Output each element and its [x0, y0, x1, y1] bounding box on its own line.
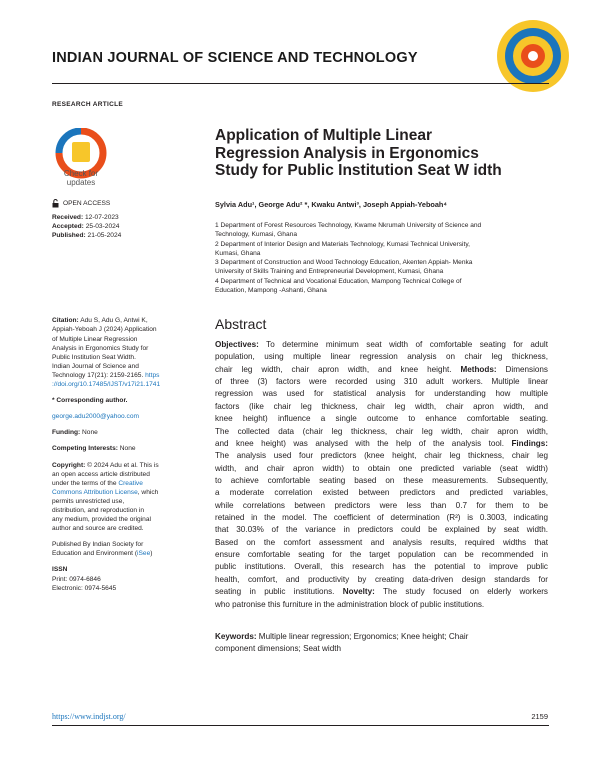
abstract-text: retained in the model. The coefficient of determination (R²) is 0.3003, indicating: [215, 513, 548, 523]
abstract-section-label: Findings:: [511, 438, 548, 448]
abstract-line: [215, 512, 548, 524]
abstract-text: while correlations between predictors were less than 0.7 for them to be: [215, 500, 548, 510]
abstract-line: [215, 599, 548, 611]
check-for-updates-badge[interactable]: [54, 128, 108, 188]
abstract-text: width, and chair apron width) to obtain one predicted variable (seat width): [215, 463, 548, 473]
affiliation-number: 4: [215, 278, 219, 285]
abstract-heading: Abstract: [215, 316, 267, 332]
citation-line: Appiah-Yeboah J (2024) Application: [52, 326, 157, 334]
cc-license-link[interactable]: Commons Attribution License: [52, 488, 138, 496]
affiliation-number: 3: [215, 259, 219, 266]
affiliation-text: Department of Forest Resources Technology, Kwame Nkrumah University of Science and: [220, 222, 482, 229]
published-label: Published:: [52, 232, 86, 240]
citation-line: of Multiple Linear Regression: [52, 335, 138, 343]
article-info-sidebar: [52, 199, 164, 593]
copyright-line: distribution, and reproduction in: [52, 506, 145, 514]
abstract-line: [215, 549, 548, 561]
abstract-text: The study focused on elderly workers: [374, 587, 548, 597]
affiliation-3: [215, 258, 545, 276]
abstract-text: who patronise this furniture in the administration block of public institutions.: [215, 599, 485, 609]
abstract-text: and knee height) was analysed with the help of the analysis tool.: [215, 438, 512, 448]
abstract-text: To determine minimum seat width of comfortable seating for adult: [258, 340, 548, 349]
open-access-label: OPEN ACCESS: [63, 200, 111, 207]
abstract-section-label: Novelty:: [342, 587, 375, 597]
keywords-text: component dimensions; Seat width: [215, 644, 342, 654]
issn-label: ISSN: [52, 566, 68, 574]
abstract-line: [215, 339, 548, 351]
page-number: 2159: [531, 712, 548, 721]
copyright-line: , which: [137, 488, 159, 496]
abstract-text: The collected data (chair leg thickness, chair leg width, chair apron width,: [215, 426, 548, 436]
copyright-line: under the terms of the: [52, 479, 119, 487]
badge-text-1: Check for: [63, 169, 99, 178]
funding-value: None: [80, 429, 98, 437]
copyright-line: permits unrestricted use,: [52, 497, 125, 505]
received-date: 12-07-2023: [85, 214, 119, 222]
abstract-text: knee height) influence a single outcome to enhance comfortable seating.: [215, 414, 548, 424]
author-email-link[interactable]: george.adu2000@yahoo.com: [52, 413, 139, 421]
title-line: Application of Multiple Linear: [215, 127, 432, 144]
abstract-line: [215, 388, 548, 400]
abstract-text: to achieve comfortable seating based on these measurements. Subsequently,: [215, 475, 548, 485]
badge-text-2: updates: [66, 178, 96, 187]
abstract-text: chair leg width, chair apron width, and knee height.: [215, 364, 461, 374]
abstract-section-label: Methods:: [460, 364, 497, 374]
affiliation-1: [215, 221, 545, 239]
copyright-line: any medium, provided the original: [52, 516, 151, 524]
affiliation-text: University of Skills Training and Entrepreneurial Development, Kumasi, Ghana: [215, 268, 444, 276]
affiliation-text: Department of Technical and Vocational Education, Mampong Technical College of: [220, 278, 462, 285]
keywords: [215, 631, 548, 656]
citation-line: Indian Journal of Science and: [52, 362, 139, 370]
affiliation-text: Kumasi, Ghana: [215, 250, 261, 258]
abstract-text: ensure comfortable seating for the target population can be recommended in: [215, 550, 548, 560]
abstract-text: The analysis used four predictors (knee height, chair leg thickness, chair leg: [215, 451, 548, 461]
competing-label: Competing Interests:: [52, 445, 118, 453]
keywords-text: Multiple linear regression; Ergonomics; Knee height; Chair: [256, 632, 469, 641]
abstract-line: [215, 450, 548, 462]
article-type: RESEARCH ARTICLE: [52, 101, 124, 108]
publisher-line: Education and Environment (: [52, 550, 138, 558]
abstract-line: [215, 376, 548, 388]
cc-license-link[interactable]: Creative: [118, 479, 143, 487]
abstract-text: that 30.03% of the variance in predictors could be explained by seat width.: [215, 525, 548, 535]
abstract-text: public institutions. Overall, this research has the potential to improve public: [215, 562, 548, 572]
abstract-line: [215, 438, 548, 450]
citation-line: Public Institution Seat Width.: [52, 353, 136, 361]
journal-title: INDIAN JOURNAL OF SCIENCE AND TECHNOLOGY: [52, 50, 418, 66]
abstract-line: [215, 401, 548, 413]
citation-text: Adu S, Adu G, Antwi K,: [78, 317, 148, 325]
issn-electronic: Electronic: 0974-5645: [52, 584, 117, 592]
corresponding-label: Corresponding author.: [54, 397, 128, 405]
footer-divider: [52, 725, 549, 726]
accepted-date: 25-03-2024: [85, 223, 120, 231]
abstract-text: Dimensions: [496, 364, 548, 374]
copyright-text: © 2024 Adu et al. This is: [85, 461, 159, 469]
affiliation-text: Education, Mampong -Ashanti, Ghana: [215, 287, 327, 295]
doi-link[interactable]: ://doi.org/10.17485/IJST/v17i21.1741: [52, 381, 161, 389]
citation-line: Analysis in Ergonomics Study for: [52, 344, 149, 352]
affiliation-number: 2: [215, 241, 219, 248]
journal-url-link[interactable]: https://www.indjst.org/: [52, 712, 126, 721]
abstract-body: [215, 339, 548, 611]
affiliation-2: [215, 240, 545, 258]
abstract-text: Based on the comfort assessment and analysis results, required widths that: [215, 537, 548, 547]
check-for-updates-icon: [54, 128, 108, 188]
title-line: Regression Analysis in Ergonomics: [215, 144, 479, 162]
received-label: Received:: [52, 214, 84, 222]
abstract-line: [215, 475, 548, 487]
copyright-line: author and source are credited.: [52, 525, 144, 533]
abstract-line: [215, 364, 548, 376]
citation-label: Citation:: [52, 317, 79, 325]
copyright-label: Copyright:: [52, 461, 86, 469]
abstract-line: [215, 463, 548, 475]
open-lock-icon: [52, 199, 59, 208]
isee-link[interactable]: iSee: [137, 550, 151, 558]
abstract-line: [215, 574, 548, 586]
abstract-line: [215, 426, 548, 438]
title-line: Study for Public Institution Seat W idth: [215, 162, 502, 179]
affiliation-text: Department of Construction and Wood Technology Education, Akenten Appiah- Menka: [220, 259, 473, 266]
open-access: [52, 199, 164, 208]
keywords-label: Keywords:: [215, 632, 257, 641]
publisher-line: Published By Indian Society for: [52, 541, 144, 549]
abstract-line: [215, 500, 548, 512]
citation-text: Technology 17(21): 2159-2165.: [52, 371, 144, 379]
article-title: [215, 127, 555, 180]
abstract-text: a moderate correlation existed between predictors and predicted variables,: [215, 488, 548, 498]
affiliation-4: [215, 277, 545, 295]
abstract-line: [215, 351, 548, 363]
funding-label: Funding:: [52, 429, 81, 437]
copyright-line: an open access article distributed: [52, 470, 150, 478]
issn-print: Print: 0974-6846: [52, 575, 101, 583]
abstract-text: population, using multiple linear regression analysis on chair leg thickness,: [215, 352, 548, 362]
abstract-text: seating in public institutions.: [215, 587, 343, 597]
abstract-text: of three (3) factors were recorded using 310 adult workers. Multiple linear: [215, 377, 548, 387]
header-divider: [52, 83, 549, 84]
author-list: Sylvia Adu¹, George Adu² *, Kwaku Antwi³, Joseph Appiah-Yeboah⁴: [215, 200, 447, 209]
affiliation-text: Technology, Kumasi, Ghana: [215, 231, 297, 239]
abstract-line: [215, 586, 548, 598]
corresponding-mark: *: [52, 397, 55, 405]
abstract-line: [215, 537, 548, 549]
abstract-text: regression was used for statistical analysis for understanding how multiple: [215, 389, 548, 399]
affiliation-text: Department of Interior Design and Materials Technology, Kumasi Technical University,: [220, 241, 470, 248]
abstract-line: [215, 561, 548, 573]
abstract-line: [215, 487, 548, 499]
abstract-line: [215, 524, 548, 536]
published-date: 21-05-2024: [87, 232, 122, 240]
abstract-line: [215, 413, 548, 425]
abstract-text: factors (like chair leg thickness, chair leg width, chair apron width, and: [215, 401, 548, 411]
accepted-label: Accepted:: [52, 223, 84, 231]
publisher-close: ): [150, 550, 153, 558]
doi-link[interactable]: https: [143, 371, 160, 379]
abstract-section-label: Objectives:: [215, 340, 259, 349]
abstract-text: health, comfort, and productivity by creating data-driven design standards for: [215, 574, 548, 584]
affiliation-number: 1: [215, 222, 219, 229]
competing-value: None: [117, 445, 136, 453]
